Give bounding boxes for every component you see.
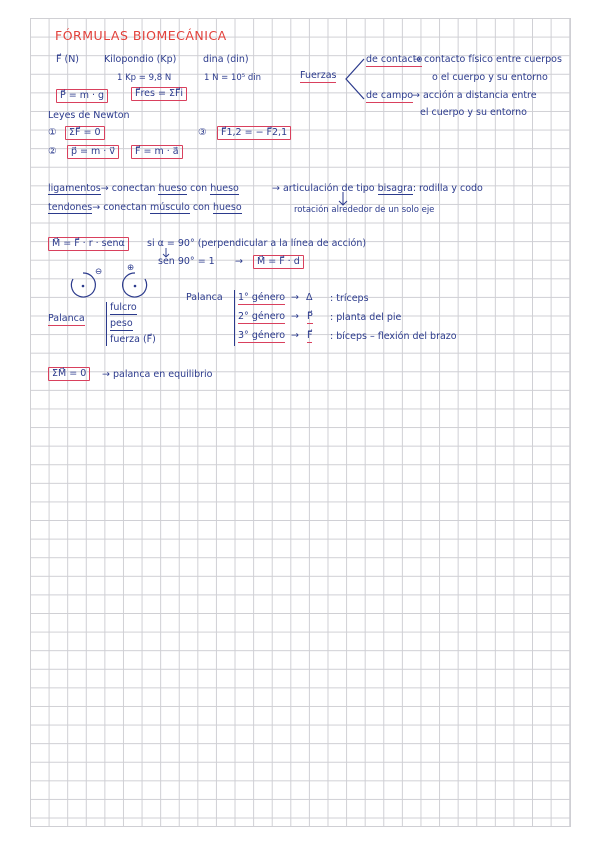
genero-1: 1° género — [238, 292, 286, 303]
tendones-line — [48, 202, 242, 214]
tendones-text-1: → conectan — [92, 202, 150, 213]
kp-equivalence: 1 Kp = 9,8 N — [117, 73, 172, 83]
palanca-right-bracket — [234, 290, 235, 346]
articulacion-examples: : rodilla y codo — [412, 183, 483, 194]
equilibrium-formula: ΣM⃗ = 0 — [48, 367, 90, 381]
fuerzas-label: Fuerzas — [300, 70, 337, 81]
moment-formula: M⃗ = F⃗ · r · senα — [48, 237, 129, 251]
fuerza-symbol: F⃗ — [307, 330, 313, 341]
moment-result: M⃗ = F⃗ · d — [253, 255, 304, 269]
fulcro-item: fulcro — [110, 302, 137, 313]
equilibrium-text: → palanca en equilibrio — [102, 369, 213, 380]
genero-2-arrow: → — [291, 311, 299, 322]
force-unit: F⃗ (N) — [56, 54, 80, 65]
grid-paper — [30, 18, 571, 827]
page-title: FÓRMULAS BIOMECÁNICA — [55, 28, 227, 43]
ligamentos-hueso-1: hueso — [158, 183, 188, 194]
rotation-counterclockwise-icon — [120, 270, 150, 300]
genero-1-arrow: → — [291, 292, 299, 303]
tendones-text-2: con — [189, 202, 213, 213]
genero-1-example: : tríceps — [330, 293, 369, 304]
palanca-right-label: Palanca — [186, 292, 223, 303]
kilopondio-unit: Kilopondio (Kp) — [104, 54, 177, 65]
ligamentos-text-1: → conectan — [100, 183, 159, 194]
campo-desc-1: → acción a distancia entre — [412, 90, 537, 101]
law-1-formula: ΣF⃗ = 0 — [65, 126, 105, 140]
genero-2: 2° género — [238, 311, 286, 322]
fuerza-item: fuerza (F⃗) — [110, 334, 156, 345]
law-1-number: ① — [48, 127, 57, 138]
moment-condition: si α = 90° (perpendicular a la línea de acción) — [147, 238, 367, 249]
minus-sign: ⊖ — [95, 267, 103, 277]
law-2-number: ② — [48, 146, 57, 157]
campo-label: de campo — [366, 90, 414, 101]
palanca-left-bracket — [106, 302, 107, 346]
ligamentos-line — [48, 183, 239, 195]
bisagra-word: bisagra — [377, 183, 413, 194]
ligamentos-label: ligamentos — [48, 183, 101, 194]
peso-item: peso — [110, 318, 133, 329]
newton-equivalence: 1 N = 10⁵ din — [204, 73, 262, 83]
law-2-force: F⃗ = m · a⃗ — [131, 145, 183, 159]
contacto-desc-1: → contacto físico entre cuerpos — [413, 54, 562, 65]
newton-heading: Leyes de Newton — [48, 110, 130, 121]
ligamentos-hueso-2: hueso — [210, 183, 239, 194]
rotation-clockwise-icon — [68, 270, 98, 300]
campo-desc-2: el cuerpo y su entorno — [420, 107, 527, 118]
moment-arrow: → — [235, 256, 243, 267]
law-3-formula: F⃗1,2 = − F⃗2,1 — [217, 126, 291, 140]
dina-unit: dina (din) — [203, 54, 249, 65]
fuerzas-brace-icon — [342, 57, 366, 101]
genero-2-example: : planta del pie — [330, 312, 402, 323]
rotacion-text: rotación alrededor de un solo eje — [294, 205, 435, 215]
weight-formula: P⃗ = m · g — [56, 89, 108, 103]
peso-symbol: P⃗ — [307, 311, 313, 322]
tendones-label: tendones — [48, 202, 93, 213]
ligamentos-text-2: con — [187, 183, 211, 194]
articulacion-text: → articulación de tipo — [272, 183, 378, 194]
musculo-word: músculo — [149, 202, 190, 213]
palanca-left-label: Palanca — [48, 313, 85, 324]
law-2-momentum: p⃗ = m · v⃗ — [67, 145, 119, 159]
fulcro-symbol: Δ — [306, 292, 313, 303]
genero-3: 3° género — [238, 330, 286, 341]
contacto-desc-2: o el cuerpo y su entorno — [432, 72, 548, 83]
plus-sign: ⊕ — [127, 263, 135, 273]
genero-3-arrow: → — [291, 330, 299, 341]
sen-90: sen 90° = 1 — [158, 256, 215, 267]
articulacion-line — [272, 183, 483, 195]
law-3-number: ③ — [198, 127, 207, 138]
tendones-hueso: hueso — [212, 202, 242, 213]
contacto-label: de contacto — [366, 54, 423, 65]
resultant-formula: F⃗res = ΣF⃗i — [131, 87, 187, 101]
genero-3-example: : bíceps – flexión del brazo — [330, 331, 457, 342]
